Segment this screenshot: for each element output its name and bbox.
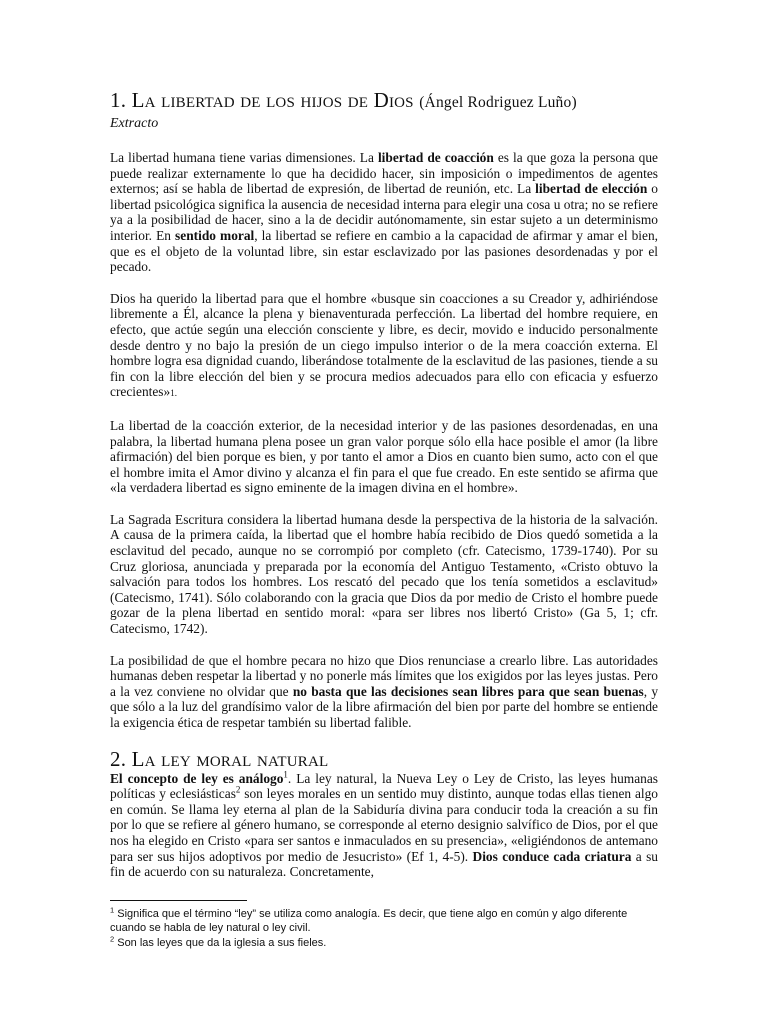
p1-bold-1: libertad de coacción [377, 150, 494, 165]
p6-text-3: a su fin de acuerdo con su naturaleza. Concretamente, [110, 848, 659, 880]
p5-text-1: La posibilidad de que el hombre pecara no hizo que Dios renunciase a crearlo libre. Las autoridades humanas deben respetar la libertad y no ponerle más límites que los exigidos por las leyes justas. Pero a la vez conviene no olvidar que [110, 652, 658, 699]
p6-text-1: . La ley natural, la Nueva Ley o Ley de Cristo, las leyes humanas políticas y eclesiásticas [110, 770, 659, 802]
paragraph-1 [110, 150, 658, 275]
p1-bold-3: sentido moral [175, 227, 255, 243]
footnote-ref-2[interactable]: 2 [235, 784, 241, 795]
section-2-heading [110, 747, 658, 771]
footnote-1-text: Significa que el término “ley” se utiliza como analogía. Es decir, que tiene algo en común y algo diferente cuando se habla de ley natural o ley civil. [110, 907, 628, 935]
section-1-subtitle: Extracto [110, 116, 159, 131]
section-1-author: (Ángel Rodriguez Luño) [419, 94, 577, 111]
p1-text-2: es la que goza la persona que puede realizar externamente lo que ha decidido hacer, sin imposición o impedimentos de agentes externos; así se habla de libertad de expresión, de libertad de reunión, etc. La [110, 150, 659, 197]
footnote-2-number: 2 [110, 934, 115, 944]
p2-reference: 1. [170, 388, 177, 399]
p1-bold-2: libertad de elección [535, 181, 648, 197]
p1-text-3: o libertad psicológica significa la ausencia de necesidad interna para elegir una cosa u otra; no se refiere ya a la posibilidad de hacer, sino a la de decidir autónomamente, sin estar sujeto a un determinismo interior. En [110, 181, 658, 243]
p1-text-4: , la libertad se refiere en cambio a la capacidad de afirmar y amar el bien, que es el objeto de la voluntad libre, sin estar esclavizado por las pasiones desordenadas y por el pecado. [110, 227, 659, 275]
paragraph-3: La libertad de la coacción exterior, de la necesidad interior y de las pasiones desordenadas, en una palabra, la libertad humana plena posee un gran valor porque sólo ella hace posible el amor (la libre afirmación) del bien porque es bien, y por tanto el amor a Dios en cuanto bien sumo, acto con el que el hombre imita el Amor divino y alcanza el fin para el que fue creado. En este sentido se afirma que «la verdadera libertad es signo eminente de la imagen divina en el hombre». [110, 417, 658, 496]
paragraph-2 [110, 291, 658, 402]
p5-bold-1: no basta que las decisiones sean libres para que sean buenas [292, 683, 644, 699]
paragraph-4: La Sagrada Escritura considera la libertad humana desde la perspectiva de la historia de la salvación. A causa de la primera caída, la libertad que el hombre había recibido de Dios quedó sometida a la esclavitud del pecado, aunque no se corrompió por completo (cfr. Catecismo, 1739-1740). Por su Cruz gloriosa, anunciada y preparada por la economía del Antiguo Testamento, «Cristo obtuvo la salvación para todos los hombres. Los rescató del pecado que los tenía sometidos a esclavitud» (Catecismo, 1741). Sólo colaborando con la gracia que Dios da por medio de Cristo el hombre puede gozar de la plena libertad en sentido moral: «para ser libres nos libertó Cristo» (Ga 5, 1; cfr. Catecismo, 1742). [110, 511, 658, 637]
section-1-heading [110, 88, 658, 115]
p2-text: Dios ha querido la libertad para que el hombre «busque sin coacciones a su Creador y, adhiriéndose libremente a Él, alcance la plena y bienaventurada perfección. La libertad del hombre requiere, en efecto, que actúe según una elección consciente y libre, es decir, movido e inducido personalmente desde dentro y no bajo la presión de un ciego impulso interior o de la mera coacción externa. El hombre logra esa dignidad cuando, liberándose totalmente de la esclavitud de las pasiones, tiende a su fin con la libre elección del bien y se procura medios adecuados para ello con eficacia y esfuerzo crecientes» [110, 290, 658, 400]
footnote-2 [110, 936, 658, 951]
p1-text-1: La libertad humana tiene varias dimensiones. La [110, 150, 378, 165]
section-1-number: 1. [110, 88, 127, 112]
footnote-1 [110, 907, 658, 936]
section-2-number: 2. [110, 746, 127, 771]
p5-text-2: , y que sólo a la luz del grandísimo valor de la libre afirmación del bien por parte del hombre se entiende la exigencia ética de respetar también su libertad falible. [110, 683, 659, 730]
p6-text-2: son leyes morales en un sentido muy distinto, aunque todas ellas tienen algo en común. Se llama ley eterna al plan de la Sabiduría divina para conducir toda la creación a su fin por lo que se refiere al género humano, se corresponde al eterno designio salvífico de Dios, por el que nos ha elegido en Cristo «para ser santos e inmaculados en su presencia», «eligiéndonos de antemano para ser sus hijos adoptivos por medio de Jesucristo» (Ef 1, 4-5). [110, 786, 659, 864]
paragraph-5 [110, 653, 658, 731]
section-1-title: La libertad de los hijos de Dios [131, 88, 414, 112]
section-2-title: La ley moral natural [131, 746, 329, 771]
footnote-1-number: 1 [110, 905, 115, 915]
paragraph-6 [110, 771, 658, 880]
p6-bold-1: El concepto de ley es análogo [110, 770, 284, 786]
footnote-divider [110, 900, 247, 901]
p6-bold-2: Dios conduce cada criatura [472, 848, 632, 864]
footnote-ref-1[interactable]: 1 [283, 769, 288, 780]
footnote-2-text: Son las leyes que da la iglesia a sus fieles. [114, 936, 327, 949]
